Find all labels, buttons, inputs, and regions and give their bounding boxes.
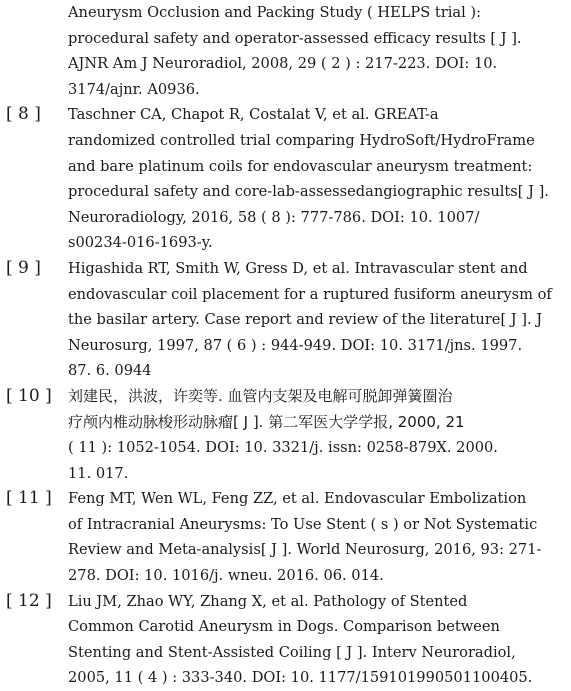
- reference-number: [ 12 ]: [6, 590, 52, 611]
- reference-entry-12: [0, 589, 571, 691]
- reference-line: 刘建民，洪波，许奕等. 血管内支架及电解可脱卸弹簧圈治: [68, 386, 453, 405]
- reference-line: 3174/ajnr. A0936.: [68, 80, 200, 98]
- reference-line: Stenting and Stent-Assisted Coiling [ J ]. Interv Neuroradiol,: [68, 643, 516, 661]
- reference-line: 疗颅内椎动脉梭形动脉瘤[ J ]. 第二军医大学学报, 2000, 21: [68, 412, 465, 431]
- reference-line: 87. 6. 0944: [68, 362, 152, 380]
- reference-entry-10: [0, 384, 571, 486]
- reference-line: procedural safety and core-lab-assessedangiographic results[ J ].: [68, 183, 549, 201]
- reference-line: Liu JM, Zhao WY, Zhang X, et al. Pathology of Stented: [68, 592, 468, 610]
- reference-line: Review and Meta-analysis[ J ]. World Neurosurg, 2016, 93: 271-: [68, 541, 542, 559]
- reference-entry-11: [0, 486, 571, 588]
- reference-line: AJNR Am J Neuroradiol, 2008, 29 ( 2 ) : 217-223. DOI: 10.: [68, 55, 498, 73]
- reference-entry-9: [0, 256, 571, 384]
- reference-line: 2005, 11 ( 4 ) : 333-340. DOI: 10. 1177/159101990501100405.: [68, 669, 533, 687]
- reference-line: ( 11 ): 1052-1054. DOI: 10. 3321/j. issn: 0258-879X. 2000.: [68, 439, 498, 457]
- reference-line: and bare platinum coils for endovascular aneurysm treatment:: [68, 157, 533, 175]
- reference-line: 278. DOI: 10. 1016/j. wneu. 2016. 06. 014.: [68, 567, 384, 585]
- reference-number: [ 10 ]: [6, 385, 52, 406]
- reference-number: [ 9 ]: [6, 257, 41, 278]
- reference-line: 11. 017.: [68, 464, 129, 482]
- reference-line: Neurosurg, 1997, 87 ( 6 ) : 944-949. DOI: 10. 3171/jns. 1997.: [68, 336, 523, 354]
- reference-line: Higashida RT, Smith W, Gress D, et al. Intravascular stent and: [68, 259, 528, 277]
- reference-entry-8: [0, 102, 571, 256]
- reference-line: s00234-016-1693-y.: [68, 234, 213, 252]
- reference-line: Taschner CA, Chapot R, Costalat V, et al. GREAT-a: [68, 106, 439, 124]
- reference-number: [ 8 ]: [6, 104, 41, 125]
- reference-line: of Intracranial Aneurysms: To Use Stent ( s ) or Not Systematic: [68, 515, 538, 533]
- reference-line: randomized controlled trial comparing HydroSoft/HydroFrame: [68, 131, 535, 149]
- reference-number: [ 11 ]: [6, 488, 52, 509]
- reference-entry-7-continued: [0, 0, 571, 102]
- reference-line: Neuroradiology, 2016, 58 ( 8 ): 777-786. DOI: 10. 1007/: [68, 208, 480, 226]
- reference-line: the basilar artery. Case report and review of the literature[ J ]. J: [68, 311, 543, 329]
- reference-line: endovascular coil placement for a ruptured fusiform aneurysm of: [68, 285, 552, 303]
- reference-line: Feng MT, Wen WL, Feng ZZ, et al. Endovascular Embolization: [68, 490, 527, 508]
- reference-line: Common Carotid Aneurysm in Dogs. Comparison between: [68, 618, 500, 636]
- reference-line: procedural safety and operator-assessed efficacy results [ J ].: [68, 29, 522, 47]
- reference-line: Aneurysm Occlusion and Packing Study ( HELPS trial ):: [68, 4, 481, 21]
